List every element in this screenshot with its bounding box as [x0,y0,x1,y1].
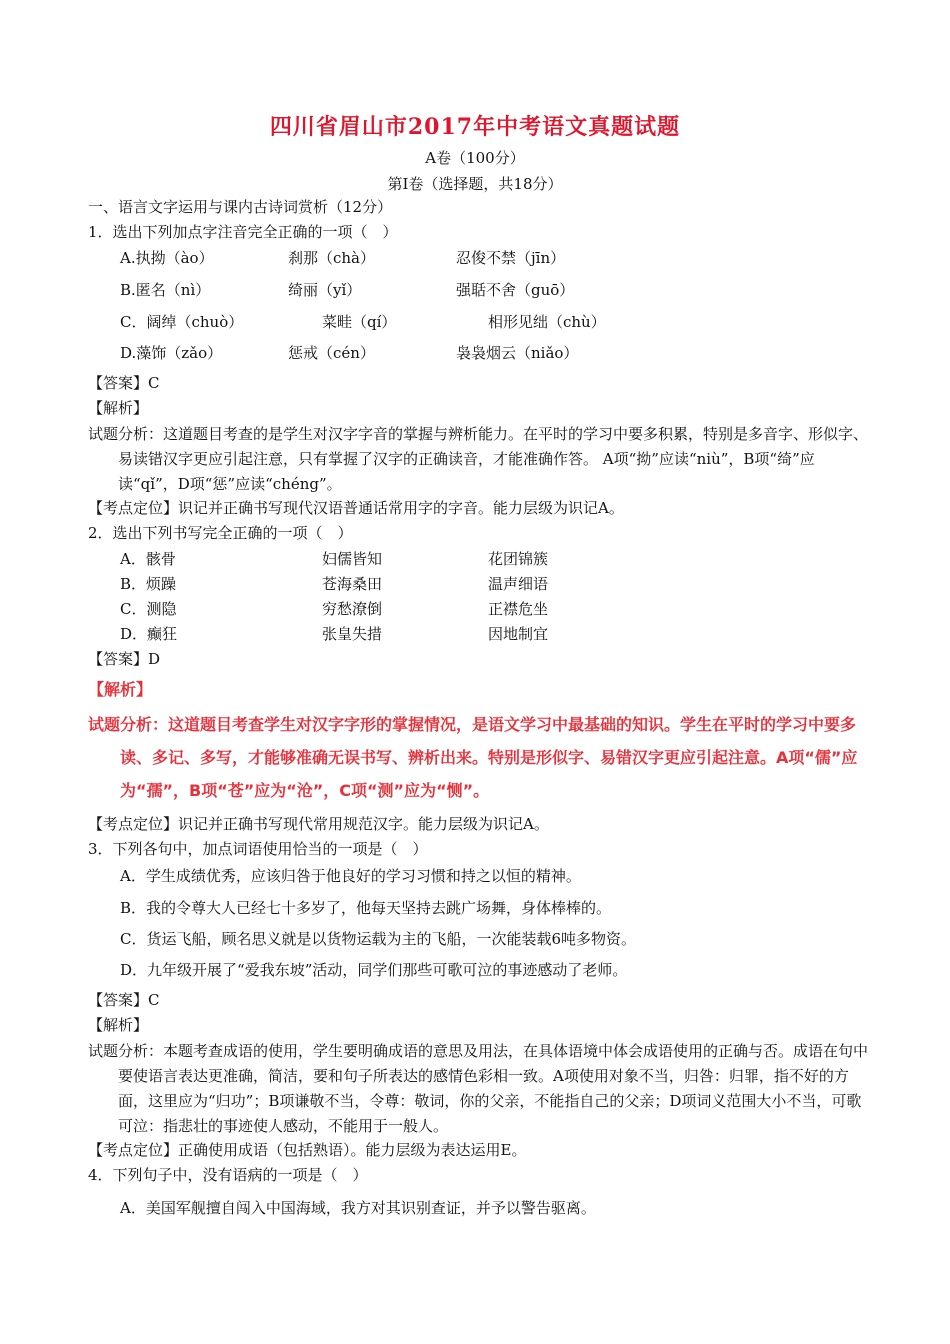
paper-a-heading: A卷（100分） [425,149,525,167]
q2-option-d-2: 张皇失措 [322,625,383,643]
q3-analysis-label: 【解析】 [88,1016,149,1034]
q1-option-d-2: 惩戒（cén） [288,344,375,362]
q1-option-a-1: A.执拗（ào） [120,249,214,267]
q1-point: 【考点定位】识记并正确书写现代汉语普通话常用字的字音。能力层级为识记A。 [88,499,624,517]
q1-option-c-2: 菜畦（qí） [322,313,397,331]
q2-option-d-3: 因地制宜 [488,625,549,643]
q4-option-a: A．美国军舰擅自闯入中国海域，我方对其识别查证，并予以警告驱离。 [120,1199,596,1217]
q4-stem: 4．下列句子中，没有语病的一项是（ ） [88,1166,368,1184]
q1-option-b-1: B.匿名（nì） [120,281,211,299]
q3-option-a: A．学生成绩优秀，应该归咎于他良好的学习习惯和持之以恒的精神。 [120,867,581,885]
q2-option-a-3: 花团锦簇 [488,550,549,568]
q2-option-c-1: C．测隐 [120,600,177,618]
q3-option-b: B．我的令尊大人已经七十多岁了，他每天坚持去跳广场舞，身体棒棒的。 [120,899,612,917]
q2-stem: 2．选出下列书写完全正确的一项（ ） [88,524,353,542]
q2-analysis-label: 【解析】 [88,680,153,699]
q2-option-b-2: 苍海桑田 [322,575,383,593]
q2-option-d-1: D．癫狂 [120,625,178,643]
q3-analysis [88,1039,873,1139]
q1-analysis-label: 【解析】 [88,399,149,417]
q3-analysis-text: 试题分析：本题考查成语的使用，学生要明确成语的意思及用法，在具体语境中体会成语使用的正确与否。成语在句中要使语言表达更准确，简洁，要和句子所表达的感情色彩相一致。A项使用对象不当，归咎：归罪，指不好的方面，这里应为“归功”；B项谦敬不当，令尊：敬词，你的父亲，不能指自己的父亲；D项词义范围大小不当，可歌可泣：指悲壮的事迹使人感动，不能用于一般人。 [88,1042,869,1135]
q2-analysis [88,708,878,807]
q2-option-b-3: 温声细语 [488,575,549,593]
q2-option-a-2: 妇儒皆知 [322,550,383,568]
q1-option-a-3: 忍俊不禁（jīn） [456,249,566,267]
q1-option-c-3: 相形见绌（chù） [488,313,606,331]
q2-point: 【考点定位】识记并正确书写现代常用规范汉字。能力层级为识记A。 [88,815,549,833]
q3-answer: 【答案】C [88,991,160,1009]
q1-option-c-1: C．阔绰（chuò） [120,313,244,331]
q3-option-c: C．货运飞船，顾名思义就是以货物运载为主的飞船，一次能装载6吨多物资。 [120,930,637,948]
q2-option-c-3: 正襟危坐 [488,600,549,618]
q2-option-c-2: 穷愁潦倒 [322,600,383,618]
q2-option-b-1: B．烦躁 [120,575,177,593]
q2-answer: 【答案】D [88,650,161,668]
q2-analysis-text: 试题分析：这道题目考查学生对汉字字形的掌握情况，是语文学习中最基础的知识。学生在平时的学习中要多读、多记、多写，才能够准确无误书写、辨析出来。特别是形似字、易错汉字更应引起注意。A项“儒”应为“孺”，B项“苍”应为“沧”，C项“测”应为“恻”。 [88,715,858,800]
part-one-heading: 第Ⅰ卷（选择题，共18分） [387,175,563,193]
q1-analysis [88,422,873,497]
q1-option-d-3: 袅袅烟云（niǎo） [456,344,579,362]
q1-option-d-1: D.藻饰（zǎo） [120,344,223,362]
q3-stem: 3．下列各句中，加点词语使用恰当的一项是（ ） [88,840,428,858]
q2-option-a-1: A．骸骨 [120,550,176,568]
q1-stem: 1．选出下列加点字注音完全正确的一项（ ） [88,223,398,241]
section-one-heading: 一、语言文字运用与课内古诗词赏析（12分） [88,198,393,216]
q3-point: 【考点定位】正确使用成语（包括熟语）。能力层级为表达运用E。 [88,1141,527,1159]
page-title: 四川省眉山市2017年中考语文真题试题 [269,114,681,140]
q3-option-d: D．九年级开展了“爱我东坡”活动，同学们那些可歌可泣的事迹感动了老师。 [120,961,628,979]
q1-answer: 【答案】C [88,374,160,392]
q1-option-b-3: 强聒不舍（guō） [456,281,575,299]
q1-option-b-2: 绮丽（yǐ） [288,281,362,299]
q1-analysis-text: 试题分析：这道题目考查的是学生对汉字字音的掌握与辨析能力。在平时的学习中要多积累，特别是多音字、形似字、易读错汉字更应引起注意，只有掌握了汉字的正确读音，才能准确作答。 A项“拗”应读“niù”，B项“绮”应读“qǐ”，D项“惩”应读“chéng”。 [88,425,869,493]
q1-option-a-2: 刹那（chà） [288,249,376,267]
